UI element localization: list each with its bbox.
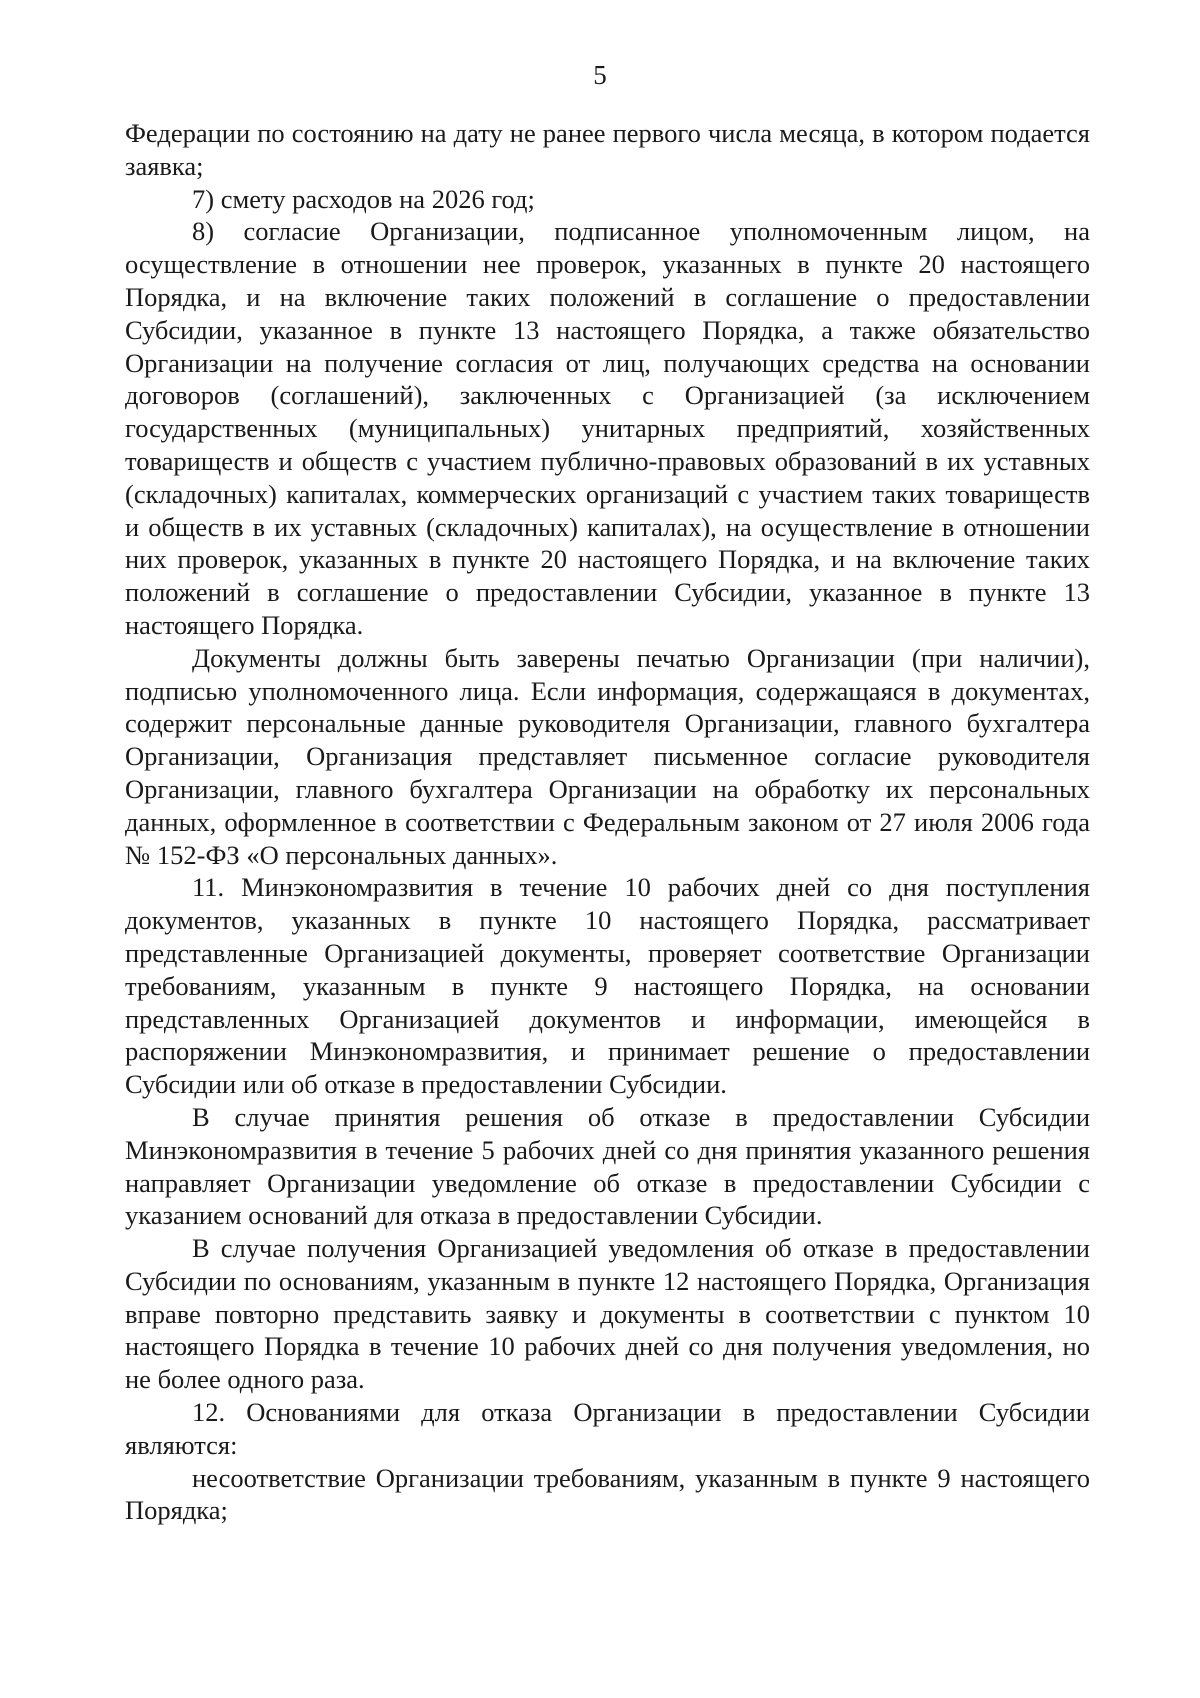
paragraph-clause-12: 12. Основаниями для отказа Организации в предоставлении Субсидии являются: — [125, 1397, 1090, 1460]
document-body — [125, 117, 1090, 1527]
page-number: 5 — [593, 60, 607, 90]
paragraph-clause-11: 11. Минэкономразвития в течение 10 рабочих дней со дня поступления документов, указанных в пункте 10 настоящего Порядка, рассматривает представленные Организацией документы, проверяет соответствие Организации требованиям, указанным в пункте 9 настоящего Порядка, на основании представленных Организацией документов и информации, имеющейся в распоряжении Минэкономразвития, и принимает решение о предоставлении Субсидии или об отказе в предоставлении Субсидии. — [125, 872, 1090, 1100]
paragraph-item-7: 7) смету расходов на 2026 год; — [192, 183, 535, 214]
paragraph-documents-certification: Документы должны быть заверены печатью Организации (при наличии), подписью уполномоченного лица. Если информация, содержащаяся в документах, содержит персональные данные руководителя Организации, главного бухгалтера Организации, Организация представляет письменное согласие руководителя Организации, главного бухгалтера Организации на обработку их персональных данных, оформленное в соответствии с Федеральным законом от 27 июля 2006 года № 152-ФЗ «О персональных данных». — [125, 642, 1090, 870]
paragraph-item-8: 8) согласие Организации, подписанное уполномоченным лицом, на осуществление в отношении нее проверок, указанных в пункте 20 настоящего Порядка, и на включение таких положений в соглашение о предоставлении Субсидии, указанное в пункте 13 настоящего Порядка, а также обязательство Организации на получение согласия от лиц, получающих средства на основании договоров (соглашений), заключенных с Организацией (за исключением государственных (муниципальных) унитарных предприятий, хозяйственных товариществ и обществ с участием публично-правовых образований в их уставных (складочных) капиталах, коммерческих организаций с участием таких товариществ и обществ в их уставных (складочных) капиталах), на осуществление в отношении них проверок, указанных в пункте 20 настоящего Порядка, и на включение таких положений в соглашение о предоставлении Субсидии, указанное в пункте 13 настоящего Порядка. — [125, 216, 1090, 640]
paragraph-continuation: Федерации по состоянию на дату не ранее первого числа месяца, в котором подается заявка; — [125, 118, 1090, 181]
paragraph-refusal-decision: В случае принятия решения об отказе в предоставлении Субсидии Минэкономразвития в течение 5 рабочих дней со дня принятия указанного решения направляет Организации уведомление об отказе в предоставлении Субсидии с указанием оснований для отказа в предоставлении Субсидии. — [125, 1101, 1090, 1231]
paragraph-repeat-submission: В случае получения Организацией уведомления об отказе в предоставлении Субсидии по основаниям, указанным в пункте 12 настоящего Порядка, Организация вправе повторно представить заявку и документы в соответствии с пунктом 10 настоящего Порядка в течение 10 рабочих дней со дня получения уведомления, но не более одного раза. — [125, 1233, 1090, 1395]
paragraph-refusal-ground-1: несоответствие Организации требованиям, указанным в пункте 9 настоящего Порядка; — [125, 1462, 1090, 1526]
